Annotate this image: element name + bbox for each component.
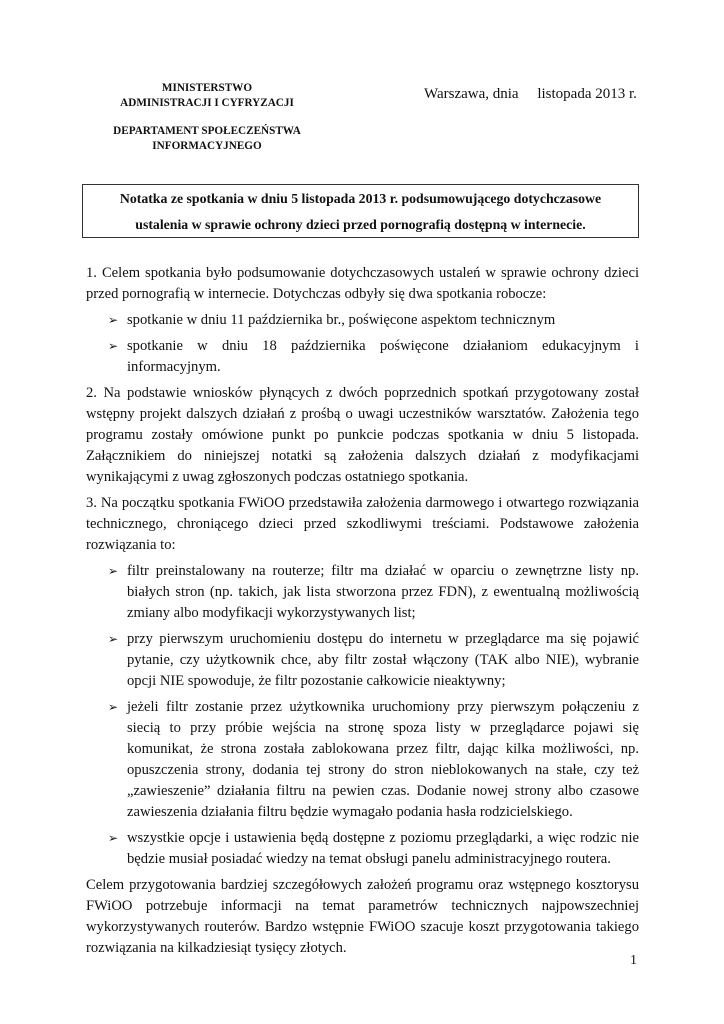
place-date: Warszawa, dnia listopada 2013 r. [424, 86, 637, 102]
page-number: 1 [630, 953, 637, 968]
department-name-line1: DEPARTAMENT SPOŁECZEŃSTWA [113, 125, 301, 137]
paragraph-3-bullets [86, 561, 639, 870]
list-item [86, 828, 639, 870]
document-title-line2: ustalenia w sprawie ochrony dzieci przed pornografią dostępną w internecie. [135, 217, 586, 232]
list-item-text: przy pierwszym uruchomieniu dostępu do internetu w przeglądarce ma się pojawić pytanie, czy użytkownik chce, aby filtr został włączony (TAK albo NIE), wybranie opcji NIE spowoduje, że filtr pozostanie całkowicie nieaktywny; [127, 631, 639, 689]
arrow-bullet-icon: ➢ [108, 313, 119, 327]
list-item [86, 697, 639, 823]
arrow-bullet-icon: ➢ [108, 700, 119, 714]
department-name-line2: INFORMACYJNEGO [152, 139, 262, 152]
document-body [86, 263, 639, 964]
arrow-bullet-icon: ➢ [108, 564, 119, 578]
paragraph-3: 3. Na początku spotkania FWiOO przedstawiła założenia darmowego i otwartego rozwiązania technicznego, chroniącego dzieci przed szkodliwymi treściami. Podstawowe założenia rozwiązania to: [86, 495, 639, 553]
ministry-name-line2: ADMINISTRACJI I CYFRYZACJI [120, 96, 294, 109]
paragraph-2: 2. Na podstawie wniosków płynących z dwóch poprzednich spotkań przygotowany został wstępny projekt dalszych działań z prośbą o uwagi uczestników warsztatów. Założenia tego programu zostały omówione punkt po punkcie podczas spotkania w dniu 5 listopada. Załącznikiem do niniejszej notatki są założenia dalszych działań z modyfikacjami wynikającymi z uwag zgłoszonych podczas ostatniego spotkania. [86, 385, 639, 485]
paragraph-1: 1. Celem spotkania było podsumowanie dotychczasowych ustaleń w sprawie ochrony dzieci przed pornografią w internecie. Dotychczas odbyły się dwa spotkania robocze: [86, 265, 639, 302]
arrow-bullet-icon: ➢ [108, 831, 119, 845]
arrow-bullet-icon: ➢ [108, 632, 119, 646]
paragraph-4: Celem przygotowania bardziej szczegółowych założeń programu oraz wstępnego kosztorysu FWiOO potrzebuje informacji na temat parametrów technicznych najpowszechniej wykorzystywanych routerów. Bardzo wstępnie FWiOO szacuje koszt przygotowania takiego rozwiązania na kilkadziesiąt tysięcy złotych. [86, 877, 639, 956]
list-item [86, 629, 639, 692]
list-item-text: spotkanie w dniu 11 października br., poświęcone aspektom technicznym [127, 312, 556, 328]
paragraph-1-bullets [86, 310, 639, 378]
list-item-text: wszystkie opcje i ustawienia będą dostępne z poziomu przeglądarki, a więc rodzic nie będzie musiał posiadać wiedzy na temat obsługi panelu administracyjnego routera. [127, 830, 639, 867]
list-item [86, 310, 639, 331]
ministry-header [94, 81, 320, 153]
list-item-text: filtr preinstalowany na routerze; filtr ma działać w oparciu o zewnętrzne listy np. białych stron (np. takich, jak lista stworzona przez FDN), z ewentualną możliwością zmiany albo modyfikacji wykorzystywanych list; [127, 563, 639, 621]
document-title-box [82, 184, 639, 238]
list-item-text: spotkanie w dniu 18 października poświęcone działaniom edukacyjnym i informacyjnym. [127, 338, 639, 375]
ministry-name-line1: MINISTERSTWO [161, 82, 253, 94]
document-title-line1: Notatka ze spotkania w dniu 5 listopada 2013 r. podsumowującego dotychczasowe [119, 191, 602, 206]
list-item [86, 561, 639, 624]
list-item-text: jeżeli filtr zostanie przez użytkownika uruchomiony przy pierwszym połączeniu z siecią to przy próbie wejścia na stronę spoza listy w przeglądarce pojawi się komunikat, że strona została zablokowana przez filtr, dając kilka możliwości, np. opuszczenia strony, dodania tej strony do stron nieblokowanych na stałe, czy też „zawieszenie” działania filtru na pewien czas. Dodanie nowej strony albo czasowe zawieszenia działania filtru będzie wymagało podania hasła rodzicielskiego. [127, 699, 639, 820]
arrow-bullet-icon: ➢ [108, 339, 119, 353]
list-item [86, 336, 639, 378]
